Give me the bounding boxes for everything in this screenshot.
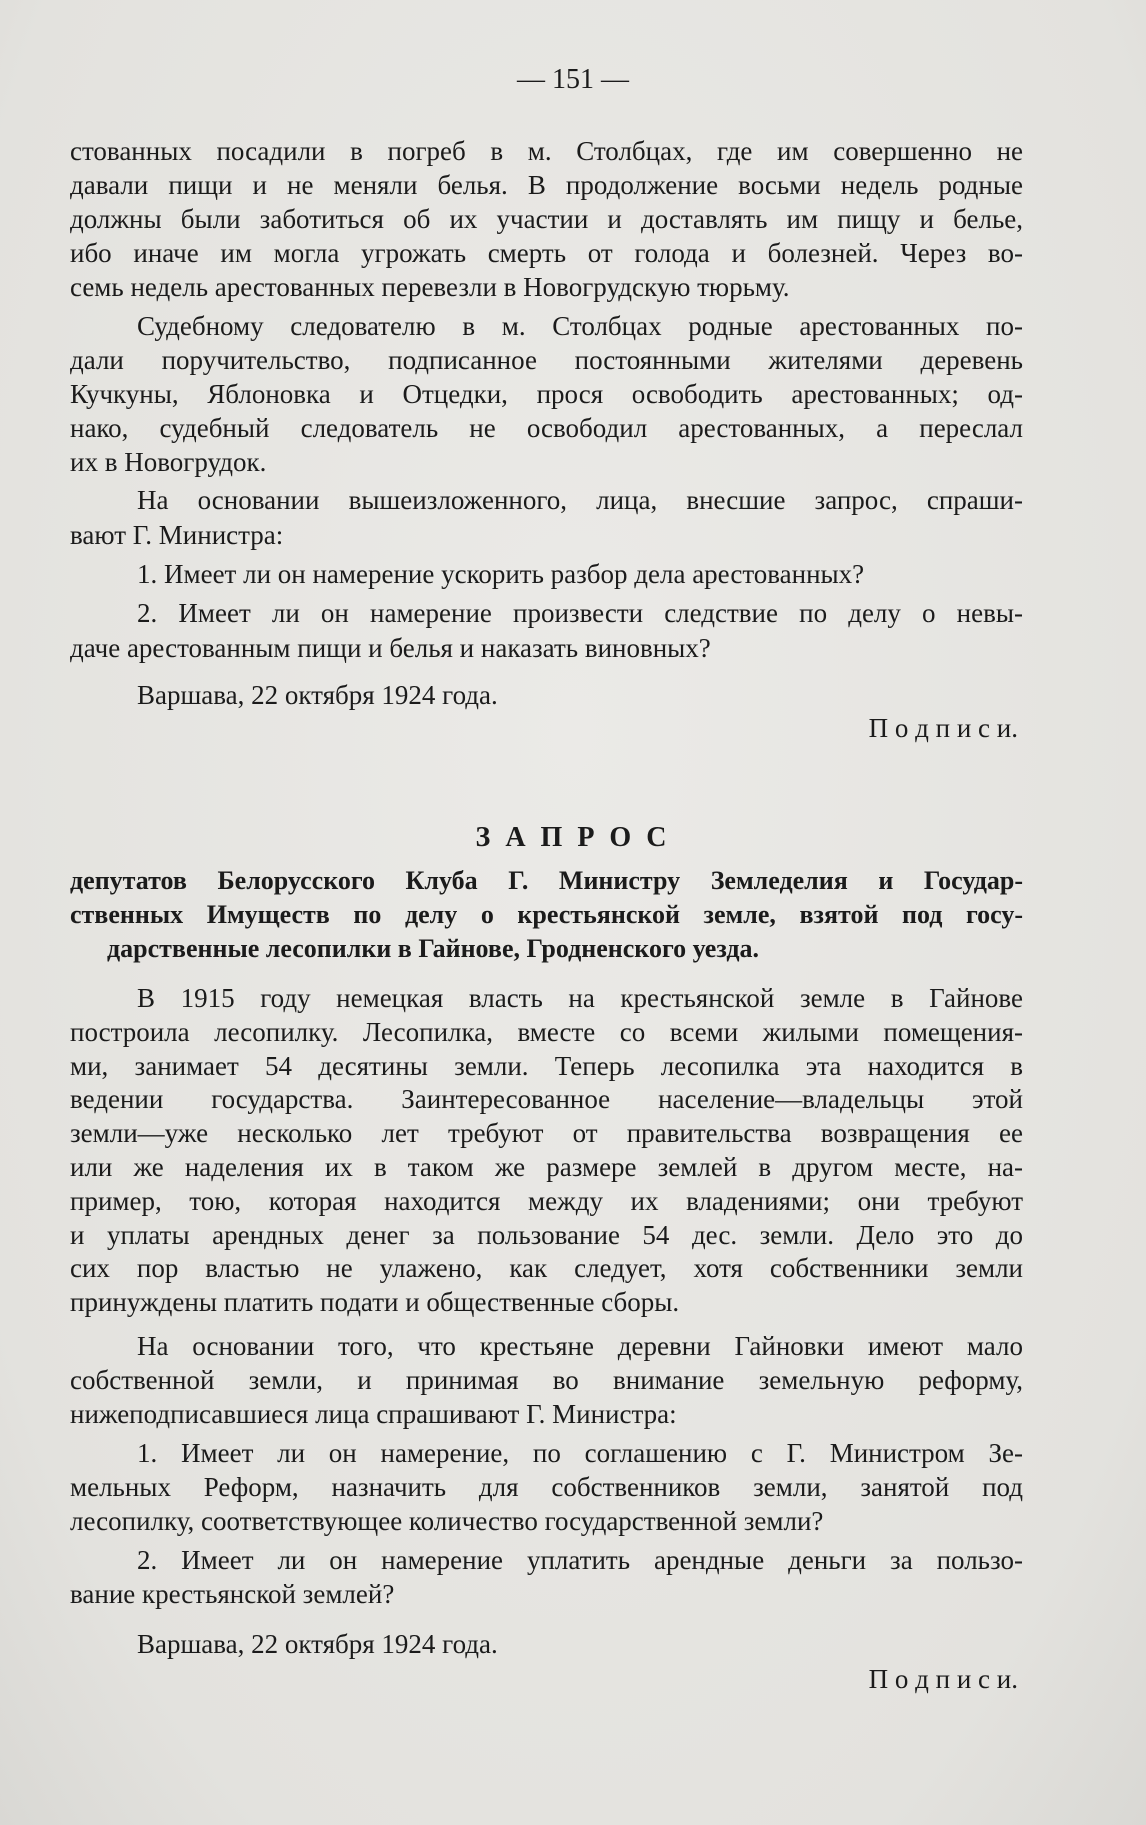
paragraph-line: или же наделения их в таком же размере землей в другом месте, на- xyxy=(70,1152,1023,1182)
signatures-label-line: П о д п и с и. xyxy=(868,713,1018,743)
date-line-line: Варшава, 22 октября 1924 года. xyxy=(137,1629,498,1659)
paragraph-line: принуждены платить подати и общественные сборы. xyxy=(70,1287,680,1318)
question-item-line: 1. Имеет ли он намерение, по соглашению с Г. Министром Зе- xyxy=(137,1438,1023,1468)
paragraph-line: должны были заботиться об их участии и доставлять им пищу и белье, xyxy=(70,204,1023,234)
paragraph-line: ми, занимает 54 десятины земли. Теперь лесопилка эта находится в xyxy=(70,1050,1023,1081)
paragraph-line: собственной земли, и принимая во внимание земельную реформу, xyxy=(70,1365,1023,1395)
paragraph-line: Кучкуны, Яблоновка и Отцедки, прося освободить арестованных; од- xyxy=(70,379,1023,409)
paragraph-line: их в Новогрудок. xyxy=(70,447,267,477)
paragraph-line: На основании того, что крестьяне деревни Гайновки имеют мало xyxy=(137,1331,1023,1361)
paragraph-line: На основании вышеизложенного, лица, внесшие запрос, спраши- xyxy=(137,485,1023,515)
date-line-line: Варшава, 22 октября 1924 года. xyxy=(137,680,498,710)
paragraph-line: сих пор властью не улажено, как следует, хотя собственники земли xyxy=(70,1253,1023,1284)
paragraph-line: семь недель арестованных перевезли в Новогрудскую тюрьму. xyxy=(70,272,790,302)
paragraph-line: В 1915 году немецкая власть на крестьянской земле в Гайнове xyxy=(137,983,1023,1013)
request-subtitle-line: дарственные лесопилки в Гайнове, Гродненского уезда. xyxy=(107,934,759,963)
question-item-line: мельных Реформ, назначить для собственников земли, занятой под xyxy=(70,1472,1023,1502)
paragraph-line: нижеподписавшиеся лица спрашивают Г. Министра: xyxy=(70,1399,677,1429)
paragraph-line: ибо иначе им могла угрожать смерть от голода и болезней. Через во- xyxy=(70,238,1023,268)
signatures-label-line: П о д п и с и. xyxy=(868,1664,1018,1694)
question-item-line: 2. Имеет ли он намерение уплатить арендные деньги за пользо- xyxy=(137,1545,1023,1575)
paragraph-line: пример, тою, которая находится между их владениями; они требуют xyxy=(70,1185,1023,1216)
paragraph-line: земли—уже несколько лет требуют от правительства возвращения ее xyxy=(70,1118,1023,1149)
request-subtitle-line: депутатов Белорусского Клуба Г. Министру Земледелия и Государ- xyxy=(70,866,1023,895)
question-item-line: лесопилку, соответствующее количество государственной земли? xyxy=(70,1506,824,1536)
paragraph-line: и уплаты арендных денег за пользование 54 дес. земли. Дело это до xyxy=(70,1219,1023,1250)
paragraph-line: построила лесопилку. Лесопилка, вместе со всеми жилыми помещения- xyxy=(70,1016,1023,1047)
paragraph-line: вают Г. Министра: xyxy=(70,520,284,550)
question-item-line: 1. Имеет ли он намерение ускорить разбор дела арестованных? xyxy=(137,559,865,589)
request-subtitle-line: ственных Имуществ по делу о крестьянской земле, взятой под госу- xyxy=(70,900,1023,929)
request-title-line: З А П Р О С xyxy=(475,822,671,853)
paragraph-line: давали пищи и не меняли белья. В продолжение восьми недель родные xyxy=(70,170,1023,200)
paragraph-line: нако, судебный следователь не освободил арестованных, а переслал xyxy=(70,413,1023,443)
question-item-line: вание крестьянской землей? xyxy=(70,1579,395,1609)
paragraph-line: стованных посадили в погреб в м. Столбцах, где им совершенно не xyxy=(70,136,1023,166)
page-number: — 151 — xyxy=(517,64,629,95)
paragraph-line: Судебному следователю в м. Столбцах родные арестованных по- xyxy=(137,311,1023,341)
paragraph-line: дали поручительство, подписанное постоянными жителями деревень xyxy=(70,345,1023,375)
paragraph-line: ведении государства. Заинтересованное население—владельцы этой xyxy=(70,1084,1023,1115)
question-item-line: даче арестованным пищи и белья и наказать виновных? xyxy=(70,633,711,663)
question-item-line: 2. Имеет ли он намерение произвести следствие по делу о невы- xyxy=(137,598,1023,628)
